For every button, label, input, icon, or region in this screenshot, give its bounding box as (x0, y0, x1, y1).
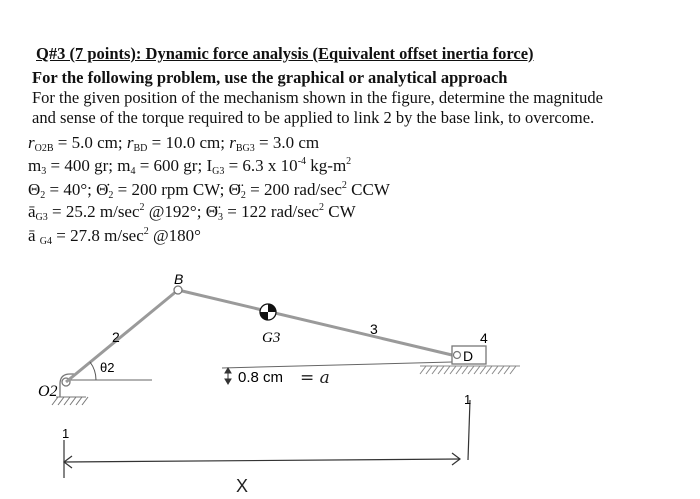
problem-statement-line-1: For the given position of the mechanism shown in the figure, determine the magnitude (32, 88, 603, 107)
label-link-2: 2 (112, 329, 120, 345)
label-o2: O2 (38, 383, 58, 400)
label-offset-handwritten: = a (300, 368, 330, 388)
question-title: Q#3 (7 points): Dynamic force analysis (Equivalent offset inertia force) (36, 44, 534, 63)
x-dimension-arrow (64, 440, 460, 478)
theta2-arc (90, 362, 96, 380)
given-lengths: $r_{O2B} = 5.0$ cm; $r_{BD} = 10.0$ cm; $r_{BG3} = 3.0$ cm (28, 133, 320, 154)
label-b: B (174, 271, 184, 287)
label-x-dimension: X (236, 476, 249, 496)
link-2 (66, 290, 178, 382)
joint-b (174, 286, 182, 294)
problem-statement-line-2: and sense of the torque required to be applied to link 2 by the base link, to overcome. (32, 108, 595, 127)
offset-dimension-arrow (225, 368, 231, 384)
given-link3-kinematics: $ā_{G3} = 25.2$ $m/\sec^2$ @192°; $\Thetä_3 = 122$ rad/$\sec^2$ CW (28, 202, 356, 223)
label-ground-left: 1 (62, 426, 70, 441)
label-link-3: 3 (370, 321, 378, 337)
label-d: D (463, 348, 474, 364)
right-ground-marker (468, 400, 470, 460)
joint-d (454, 352, 461, 359)
label-offset: 0.8 cm (238, 369, 284, 386)
label-ground-right: 1 (464, 392, 472, 407)
instruction-heading: For the following problem, use the graphical or analytical approach (32, 68, 508, 87)
link-3 (178, 290, 452, 355)
given-link2-kinematics: $\Theta_2 = 40^\circ$; $\Thetȧ_2 = 200$ rpm CW; $\Thetä_2 = 200$ rad/$\sec^2$ CCW (28, 180, 390, 201)
offset-line (222, 362, 452, 368)
given-link4-acceleration: ā $_{G4}$ = 27.8 $m/\sec^2$ @180° (28, 226, 201, 247)
ground-hatch-right (420, 366, 520, 374)
label-g3: G3 (262, 330, 281, 346)
label-link-4: 4 (480, 330, 488, 346)
given-masses: $m_3 = 400$ gr; $m_4 = 600$ gr; $I_{G3} = 6.3$ x $10^{-4}$ $kg-m^2$ (28, 156, 352, 177)
g3-mass-center (260, 304, 276, 320)
label-theta2: θ2 (100, 360, 115, 375)
